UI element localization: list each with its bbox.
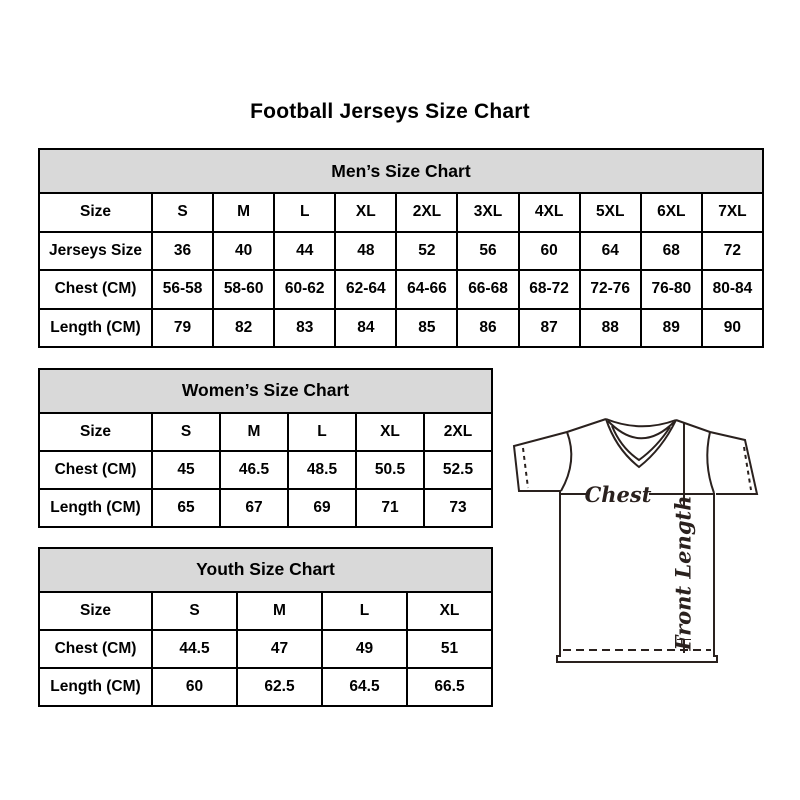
size-cell: 3XL (457, 193, 518, 231)
size-cell: 7XL (702, 193, 763, 231)
womens-size-table (38, 368, 493, 528)
size-cell: 48 (335, 232, 396, 270)
size-cell: 64 (580, 232, 641, 270)
page-title: Football Jerseys Size Chart (250, 100, 530, 123)
size-cell: 66.5 (407, 668, 492, 706)
size-cell: L (274, 193, 335, 231)
size-cell: M (237, 592, 322, 630)
table-row (39, 413, 492, 451)
size-cell: 5XL (580, 193, 641, 231)
table-row (39, 489, 492, 527)
size-cell: 4XL (519, 193, 580, 231)
size-cell: XL (407, 592, 492, 630)
size-cell: 60-62 (274, 270, 335, 308)
size-cell: 45 (152, 451, 220, 489)
size-cell: 71 (356, 489, 424, 527)
row-label: Jerseys Size (39, 232, 152, 270)
size-cell: L (288, 413, 356, 451)
size-cell: 64.5 (322, 668, 407, 706)
size-cell: L (322, 592, 407, 630)
size-cell: 62-64 (335, 270, 396, 308)
size-cell: 6XL (641, 193, 702, 231)
left-cuff-dashed-line (523, 448, 528, 488)
table-row (39, 630, 492, 668)
size-cell: S (152, 413, 220, 451)
size-cell: 48.5 (288, 451, 356, 489)
size-cell: 68 (641, 232, 702, 270)
table-row (39, 193, 763, 231)
table-row (39, 270, 763, 308)
size-cell: 60 (152, 668, 237, 706)
table-row (39, 592, 492, 630)
row-label: Size (39, 592, 152, 630)
size-cell: M (213, 193, 274, 231)
size-cell: 49 (322, 630, 407, 668)
row-label: Length (CM) (39, 489, 152, 527)
size-table (38, 547, 493, 707)
size-cell: M (220, 413, 288, 451)
size-cell: 80-84 (702, 270, 763, 308)
size-cell: 46.5 (220, 451, 288, 489)
size-cell: 52.5 (424, 451, 492, 489)
size-cell: 84 (335, 309, 396, 347)
jersey-measurement-diagram (500, 403, 770, 675)
size-cell: 87 (519, 309, 580, 347)
row-label: Chest (CM) (39, 630, 152, 668)
youth-size-table (38, 547, 493, 707)
size-cell: 56 (457, 232, 518, 270)
row-label: Chest (CM) (39, 270, 152, 308)
size-cell: 85 (396, 309, 457, 347)
size-cell: 73 (424, 489, 492, 527)
size-cell: 60 (519, 232, 580, 270)
size-cell: 72-76 (580, 270, 641, 308)
size-cell: 2XL (396, 193, 457, 231)
size-cell: 50.5 (356, 451, 424, 489)
size-table (38, 368, 493, 528)
size-cell: S (152, 592, 237, 630)
size-cell: 83 (274, 309, 335, 347)
size-cell: 89 (641, 309, 702, 347)
size-cell: 44.5 (152, 630, 237, 668)
row-label: Size (39, 193, 152, 231)
row-label: Length (CM) (39, 309, 152, 347)
size-cell: 67 (220, 489, 288, 527)
size-cell: 82 (213, 309, 274, 347)
table-row (39, 451, 492, 489)
size-cell: 72 (702, 232, 763, 270)
table-title: Women’s Size Chart (39, 369, 492, 413)
size-cell: 62.5 (237, 668, 322, 706)
size-cell: 40 (213, 232, 274, 270)
size-cell: XL (356, 413, 424, 451)
size-cell: 65 (152, 489, 220, 527)
chest-label: Chest (584, 482, 652, 507)
size-cell: 47 (237, 630, 322, 668)
size-cell: S (152, 193, 213, 231)
size-cell: 44 (274, 232, 335, 270)
table-row (39, 668, 492, 706)
size-cell: 36 (152, 232, 213, 270)
size-cell: 58-60 (213, 270, 274, 308)
size-cell: 76-80 (641, 270, 702, 308)
size-cell: 52 (396, 232, 457, 270)
left-armhole-seam (561, 432, 571, 491)
size-cell: 88 (580, 309, 641, 347)
row-label: Chest (CM) (39, 451, 152, 489)
size-cell: 64-66 (396, 270, 457, 308)
right-armhole-seam (707, 432, 714, 493)
size-cell: 66-68 (457, 270, 518, 308)
table-row (39, 232, 763, 270)
size-cell: 79 (152, 309, 213, 347)
mens-size-table (38, 148, 764, 348)
size-cell: 86 (457, 309, 518, 347)
row-label: Size (39, 413, 152, 451)
size-cell: 68-72 (519, 270, 580, 308)
size-cell: 2XL (424, 413, 492, 451)
size-cell: 69 (288, 489, 356, 527)
collar-back-arc (606, 419, 676, 426)
row-label: Length (CM) (39, 668, 152, 706)
table-title: Youth Size Chart (39, 548, 492, 592)
table-row (39, 309, 763, 347)
size-cell: 90 (702, 309, 763, 347)
table-title: Men’s Size Chart (39, 149, 763, 193)
size-table (38, 148, 764, 348)
size-cell: 51 (407, 630, 492, 668)
size-cell: 56-58 (152, 270, 213, 308)
size-cell: XL (335, 193, 396, 231)
front-length-label: Front Length (670, 495, 696, 651)
